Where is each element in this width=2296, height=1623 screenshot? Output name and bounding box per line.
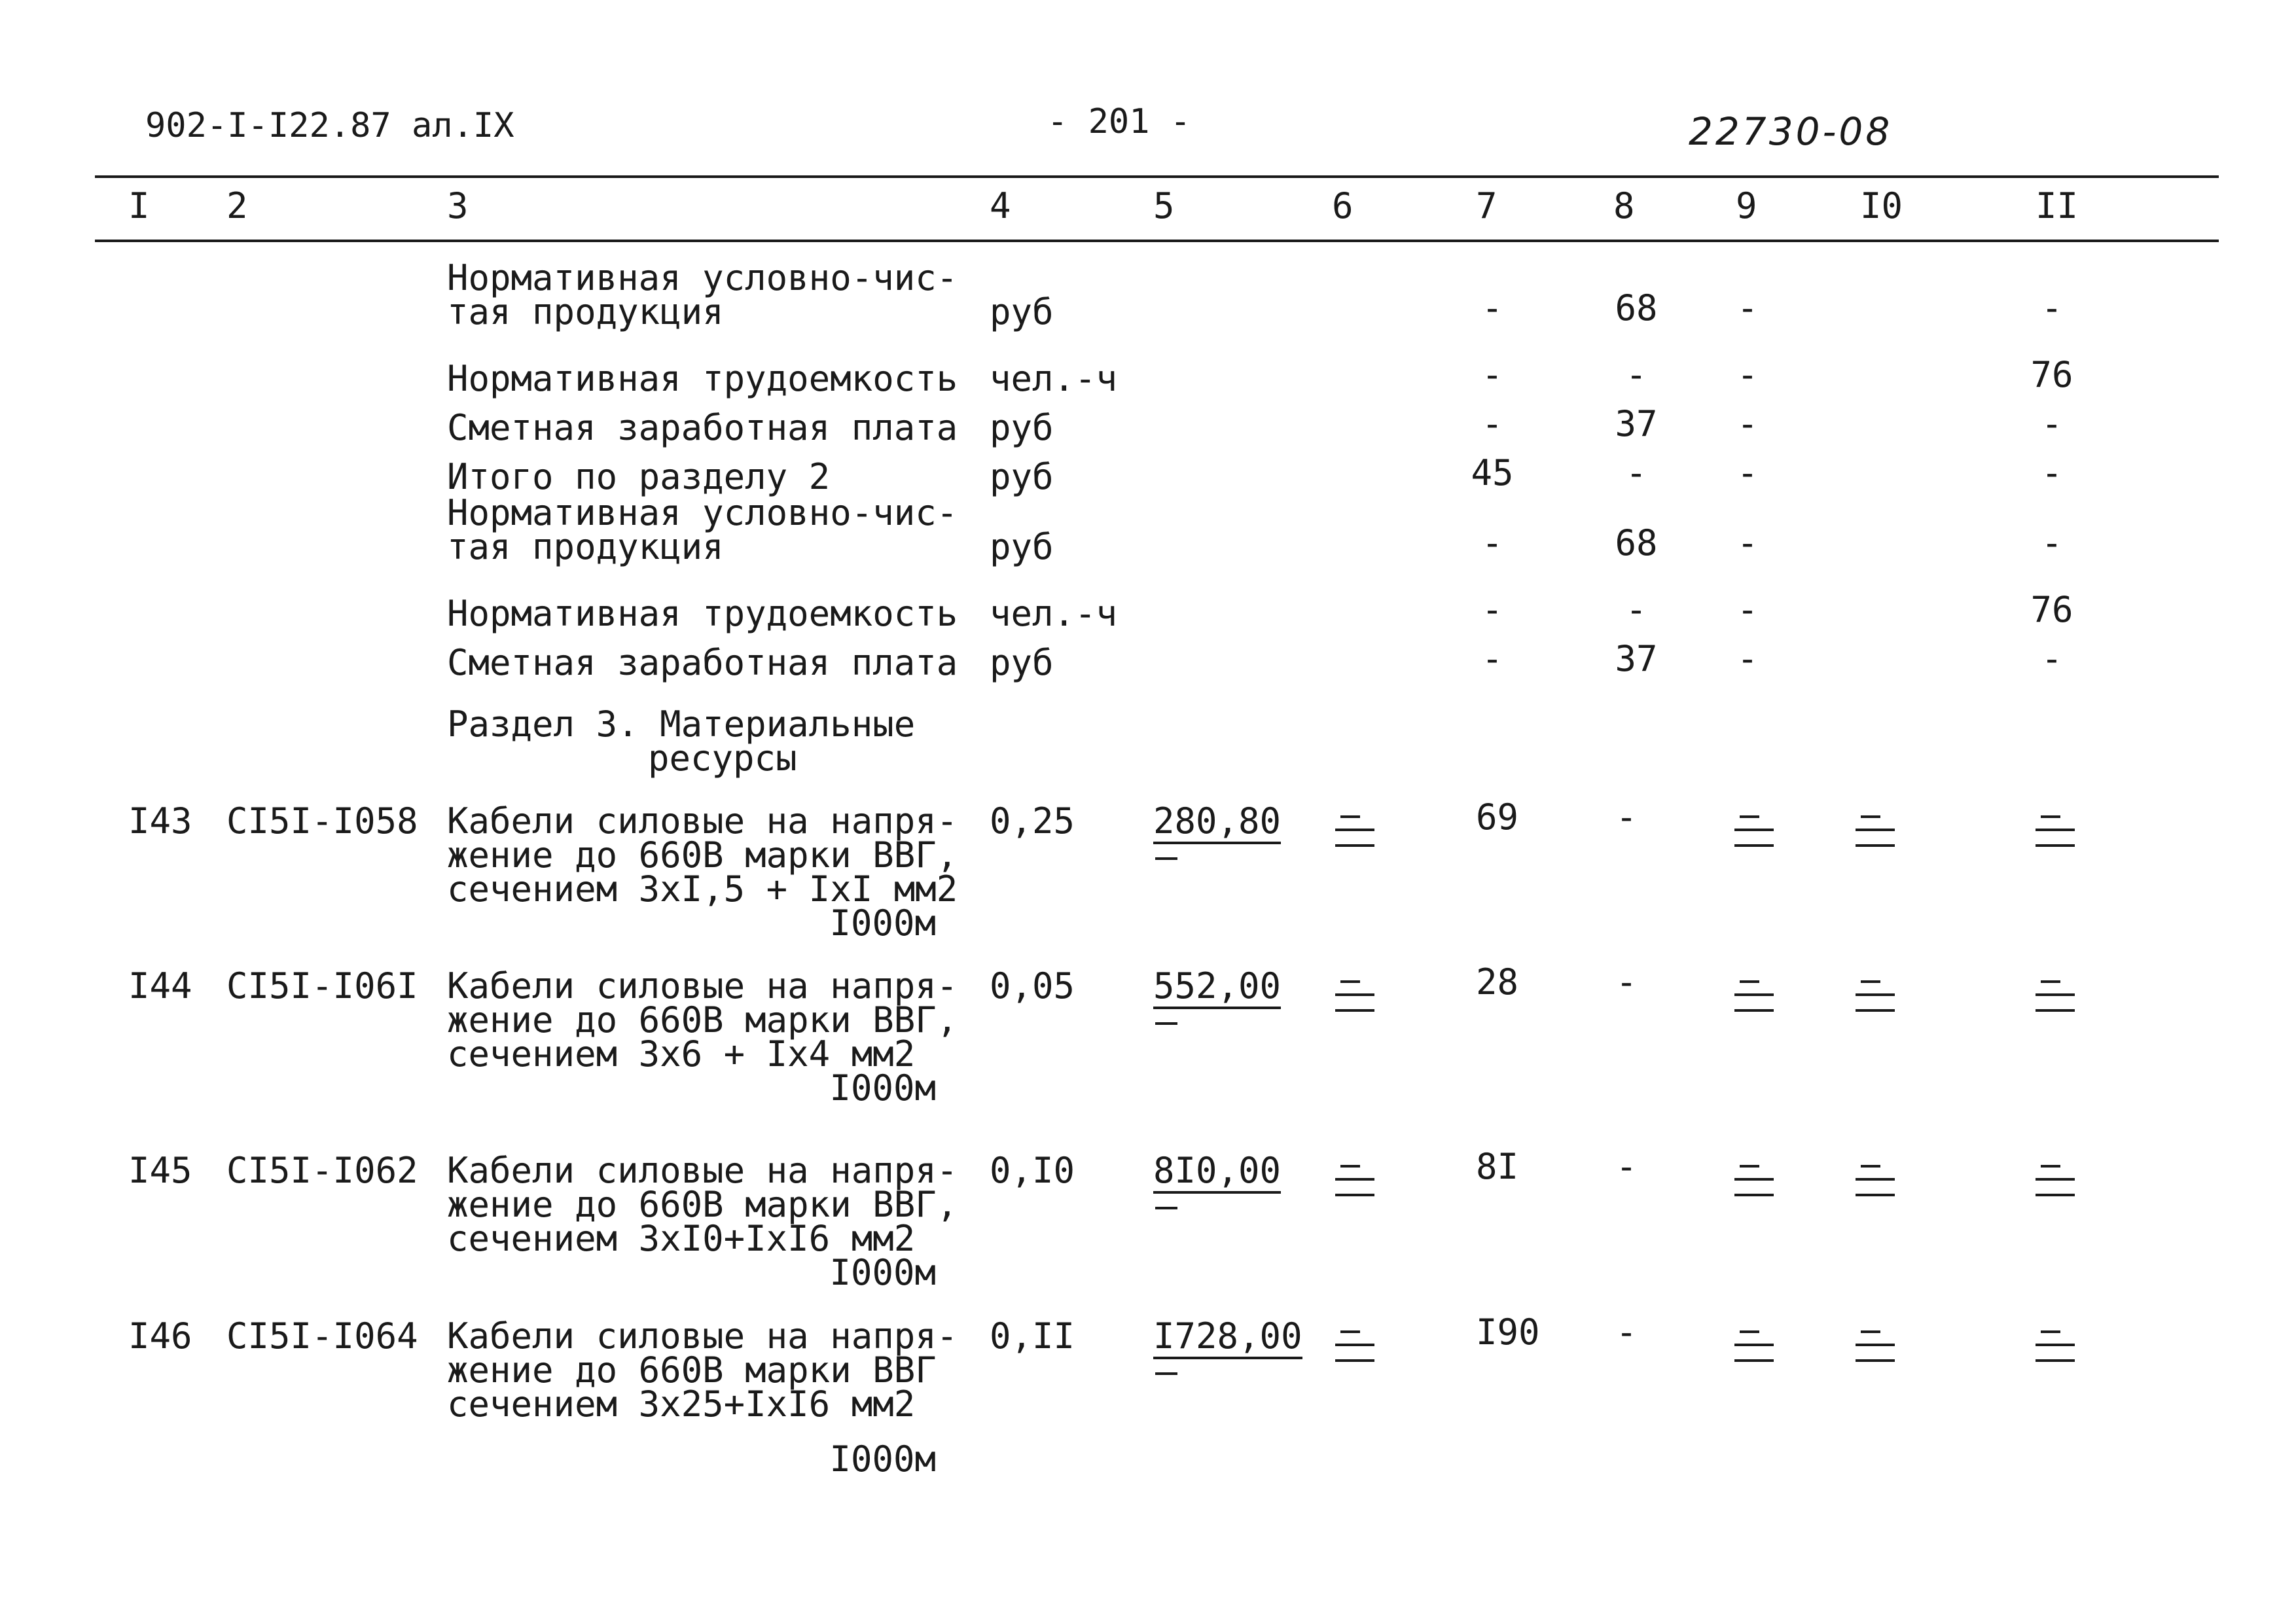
resource-code: CI5I-I062 [226,1150,418,1191]
summary-value-c8: 68 [1615,287,1658,329]
ditto-mark [1335,980,1374,1026]
summary-unit: чел.-ч [990,358,1118,399]
summary-value-c8: 68 [1615,522,1658,563]
ditto-mark [2036,1330,2075,1376]
resource-code: CI5I-I064 [226,1315,418,1357]
summary-label: тая продукция [447,291,724,332]
price-sub-dash [1155,1022,1177,1025]
summary-value-c8: - [1625,452,1647,493]
quantity: 0,05 [990,965,1075,1007]
summary-value-c11: 76 [2030,354,2073,395]
ditto-mark-tick [2041,815,2060,818]
resource-code: CI5I-I06I [226,965,418,1007]
ditto-mark [1734,1165,1774,1211]
ditto-mark-tick [1340,1330,1360,1333]
resource-unit: I000м [829,1067,936,1109]
price-sub-dash [1155,857,1177,860]
summary-label: Нормативная условно-чис- [447,492,958,533]
summary-label: Нормативная трудоемкость [447,358,958,399]
ditto-mark-tick [1861,815,1880,818]
ditto-mark-tick [1740,1165,1759,1168]
resource-description: жение до 660В марки ВВГ [447,1349,937,1391]
ditto-mark [1856,1165,1895,1211]
summary-unit: чел.-ч [990,593,1118,634]
column-number: 5 [1153,185,1175,226]
quantity: 0,25 [990,800,1075,842]
ditto-mark-tick [1740,1330,1759,1333]
column-number: 4 [990,185,1011,226]
column-number: II [2036,185,2079,226]
sheet-number: 22730-08 [1689,109,1893,154]
summary-label: Итого по разделу 2 [447,456,831,497]
ditto-mark-tick [1340,1165,1360,1168]
resource-description: Кабели силовые на напря- [447,965,958,1007]
resource-description: сечением 3x6 + Ix4 мм2 [447,1033,916,1075]
section-title-line-2: ресурсы [648,738,797,779]
column-number: 9 [1736,185,1757,226]
ditto-mark [1856,815,1895,861]
summary-value-c7: - [1481,354,1503,395]
summary-value-c9: - [1736,589,1759,630]
ditto-mark [2036,1165,2075,1211]
resource-description: сечением 3xI0+IxI6 мм2 [447,1218,916,1259]
column-number: 6 [1332,185,1354,226]
resource-unit: I000м [829,1438,936,1480]
resource-description: Кабели силовые на напря- [447,1150,958,1191]
summary-value-c7: - [1481,522,1503,563]
summary-value-c9: - [1736,452,1759,493]
summary-value-c9: - [1736,403,1759,444]
column-number: 2 [226,185,248,226]
value-col-7: 8I [1476,1146,1519,1187]
ditto-mark [1734,815,1774,861]
column-number: 8 [1613,185,1635,226]
summary-value-c11: - [2041,452,2063,493]
ditto-mark-tick [1340,980,1360,983]
column-number: I0 [1860,185,1903,226]
value-col-8: - [1615,1146,1638,1187]
unit-price: 552,00 [1153,969,1281,1009]
summary-value-c8: 37 [1615,638,1658,679]
summary-unit: руб [990,526,1054,567]
value-col-7: 69 [1476,796,1519,838]
summary-unit: руб [990,407,1054,448]
value-col-7: 28 [1476,961,1519,1003]
ditto-mark-tick [2041,1165,2060,1168]
summary-label: тая продукция [447,526,724,567]
unit-price: I728,00 [1153,1319,1302,1359]
ditto-mark-tick [1740,980,1759,983]
summary-unit: руб [990,456,1054,497]
price-sub-dash [1155,1207,1177,1209]
summary-label: Нормативная условно-чис- [447,257,958,298]
summary-value-c9: - [1736,354,1759,395]
resource-description: жение до 660В марки ВВГ, [447,999,958,1041]
value-col-8: - [1615,961,1638,1003]
ditto-mark-tick [2041,1330,2060,1333]
table-top-rule [95,175,2219,178]
summary-unit: руб [990,642,1054,683]
summary-value-c8: - [1625,589,1647,630]
column-number: 3 [447,185,469,226]
ditto-mark [1335,815,1374,861]
summary-value-c9: - [1736,638,1759,679]
summary-value-c11: 76 [2030,589,2073,630]
ditto-mark [1335,1330,1374,1376]
value-col-8: - [1615,796,1638,838]
value-col-8: - [1615,1311,1638,1353]
document-code: 902-I-I22.87 ал.IX [145,106,514,145]
ditto-mark [1734,1330,1774,1376]
summary-value-c7: - [1481,287,1503,329]
summary-value-c7: - [1481,589,1503,630]
quantity: 0,I0 [990,1150,1075,1191]
row-number: I45 [128,1150,192,1191]
summary-label: Сметная заработная плата [447,642,958,683]
summary-value-c7: - [1481,638,1503,679]
summary-value-c7: - [1481,403,1503,444]
price-sub-dash [1155,1372,1177,1375]
resource-unit: I000м [829,902,936,944]
summary-label: Нормативная трудоемкость [447,593,958,634]
summary-value-c11: - [2041,287,2063,329]
section-title-line-1: Раздел 3. Материальные [447,704,916,745]
summary-unit: руб [990,291,1054,332]
resource-description: жение до 660В марки ВВГ, [447,1184,958,1225]
unit-price: 8I0,00 [1153,1153,1281,1194]
summary-value-c8: - [1625,354,1647,395]
resource-description: сечением 3x25+IxI6 мм2 [447,1383,916,1425]
resource-description: Кабели силовые на напря- [447,800,958,842]
row-number: I44 [128,965,192,1007]
ditto-mark [1734,980,1774,1026]
unit-price: 280,80 [1153,804,1281,844]
row-number: I43 [128,800,192,842]
summary-value-c8: 37 [1615,403,1658,444]
summary-value-c11: - [2041,403,2063,444]
summary-label: Сметная заработная плата [447,407,958,448]
resource-description: жение до 660В марки ВВГ, [447,834,958,876]
value-col-7: I90 [1476,1311,1540,1353]
page-number: - 201 - [1047,102,1191,141]
resource-unit: I000м [829,1252,936,1293]
quantity: 0,II [990,1315,1075,1357]
summary-value-c11: - [2041,522,2063,563]
resource-description: Кабели силовые на напря- [447,1315,958,1357]
row-number: I46 [128,1315,192,1357]
ditto-mark [2036,980,2075,1026]
summary-value-c7: 45 [1471,452,1514,493]
ditto-mark-tick [2041,980,2060,983]
summary-value-c11: - [2041,638,2063,679]
ditto-mark [1856,1330,1895,1376]
ditto-mark-tick [1861,1330,1880,1333]
ditto-mark-tick [1861,980,1880,983]
column-number: I [128,185,150,226]
resource-code: CI5I-I058 [226,800,418,842]
summary-value-c9: - [1736,287,1759,329]
table-header-rule [95,240,2219,242]
ditto-mark [1335,1165,1374,1211]
summary-value-c9: - [1736,522,1759,563]
ditto-mark-tick [1740,815,1759,818]
ditto-mark-tick [1340,815,1360,818]
ditto-mark-tick [1861,1165,1880,1168]
resource-description: сечением 3xI,5 + IxI мм2 [447,868,958,910]
ditto-mark [2036,815,2075,861]
ditto-mark [1856,980,1895,1026]
column-number: 7 [1476,185,1498,226]
